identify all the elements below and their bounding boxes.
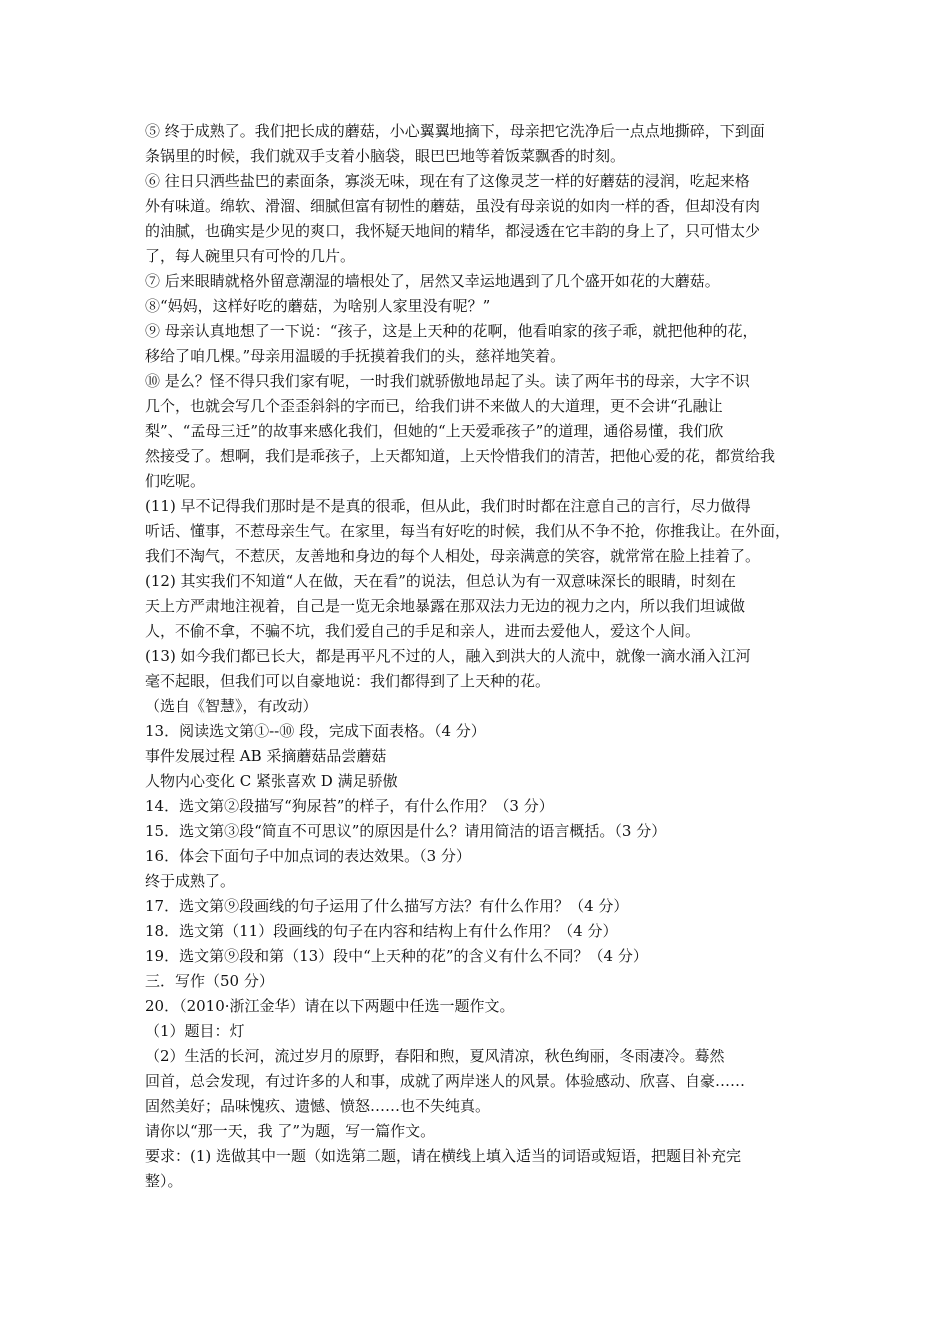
quoted-sentence: 终于成熟了。 [145, 872, 236, 890]
text-line: (12) 其实我们不知道“人在做，天在看”的说法，但总认为有一双意味深长的眼睛，时刻在 [145, 572, 736, 590]
question-14: 14．选文第②段描写“狗尿苔”的样子，有什么作用？（3 分） [145, 797, 554, 815]
table-row-events: 事件发展过程 AB 采摘蘑菇品尝蘑菇 [145, 747, 387, 765]
text-line: (13) 如今我们都已长大，都是再平凡不过的人，融入到洪大的人流中，就像一滴水涌入江河 [145, 647, 751, 665]
text-line: ⑥ 往日只洒些盐巴的素面条，寡淡无味，现在有了这像灵芝一样的好蘑菇的浸润，吃起来格 [145, 172, 750, 190]
text-line: 梨”、“孟母三迁”的故事来感化我们，但她的“上天爱乖孩子”的道理，通俗易懂，我们欣 [145, 422, 724, 440]
topic-1: （1）题目：灯 [145, 1022, 245, 1040]
text-line: ⑦ 后来眼睛就格外留意潮湿的墙根处了，居然又幸运地遇到了几个盛开如花的大蘑菇。 [145, 272, 720, 290]
question-17: 17．选文第⑨段画线的句子运用了什么描写方法？有什么作用？（4 分） [145, 897, 629, 915]
text-line: ⑧“妈妈，这样好吃的蘑菇，为啥别人家里没有呢？” [145, 297, 491, 315]
text-line: 人，不偷不拿，不骗不坑，我们爱自己的手足和亲人，进而去爱他人，爱这个人间。 [145, 622, 701, 640]
question-16: 16．体会下面句子中加点词的表达效果。（3 分） [145, 847, 471, 865]
requirements: 要求：(1) 选做其中一题（如选第二题，请在横线上填入适当的词语或短语，把题目补充完 [145, 1147, 742, 1165]
question-19: 19．选文第⑨段和第（13）段中“上天种的花”的含义有什么不同？（4 分） [145, 947, 648, 965]
question-18: 18．选文第（11）段画线的句子在内容和结构上有什么作用？（4 分） [145, 922, 618, 940]
text-line: 们吃呢。 [145, 472, 206, 490]
text-line: 外有味道。绵软、滑溜、细腻但富有韧性的蘑菇，虽没有母亲说的如肉一样的香，但却没有肉 [145, 197, 761, 215]
text-line: 的油腻，也确实是少见的爽口，我怀疑天地间的精华，都浸透在它丰韵的身上了，只可惜太少 [145, 222, 761, 240]
text-line: 请你以“那一天，我 了”为题，写一篇作文。 [145, 1122, 436, 1140]
text-line: (11) 早不记得我们那时是不是真的很乖，但从此，我们时时都在注意自己的言行，尽力做得 [145, 497, 751, 515]
question-13: 13．阅读选文第①--⑩ 段，完成下面表格。（4 分） [145, 722, 486, 740]
text-line: 了，每人碗里只有可怜的几片。 [145, 247, 356, 265]
document-body [145, 119, 810, 1194]
text-line: 条锅里的时候，我们就双手支着小脑袋，眼巴巴地等着饭菜飘香的时刻。 [145, 147, 626, 165]
text-line: 固然美好；品味愧疚、遗憾、愤怒……也不失纯真。 [145, 1097, 491, 1115]
text-line: 然接受了。想啊，我们是乖孩子，上天都知道，上天怜惜我们的清苦，把他心爱的花，都赏给我 [145, 447, 776, 465]
section-heading-writing: 三．写作（50 分） [145, 972, 274, 990]
text-line: 天上方严肃地注视着，自己是一览无余地暴露在那双法力无边的视力之内，所以我们坦诚做 [145, 597, 746, 615]
source-note: （选自《智慧》，有改动） [145, 697, 318, 715]
text-line: ⑨ 母亲认真地想了一下说：“孩子，这是上天种的花啊，他看咱家的孩子乖，就把他种的花， [145, 322, 758, 340]
text-line: 移给了咱几棵。”母亲用温暖的手抚摸着我们的头，慈祥地笑着。 [145, 347, 566, 365]
text-line: 整）。 [145, 1172, 183, 1190]
question-15: 15．选文第③段“简直不可思议”的原因是什么？请用简洁的语言概括。（3 分） [145, 822, 667, 840]
text-line: ⑤ 终于成熟了。我们把长成的蘑菇，小心翼翼地摘下，母亲把它洗净后一点点地撕碎，下到面 [145, 122, 765, 140]
text-line: 几个，也就会写几个歪歪斜斜的字而已，给我们讲不来做人的大道理，更不会讲“孔融让 [145, 397, 723, 415]
text-line: 听话、懂事，不惹母亲生气。在家里，每当有好吃的时候，我们从不争不抢，你推我让。在外面， [145, 522, 791, 540]
text-line: 毫不起眼，但我们可以自豪地说：我们都得到了上天种的花。 [145, 672, 551, 690]
text-line: 回首，总会发现，有过许多的人和事，成就了两岸迷人的风景。体验感动、欣喜、自豪…… [145, 1072, 746, 1090]
text-line: 我们不淘气，不惹厌，友善地和身边的每个人相处，母亲满意的笑容，就常常在脸上挂着了。 [145, 547, 761, 565]
question-20: 20．（2010·浙江金华）请在以下两题中任选一题作文。 [145, 997, 515, 1015]
table-row-feelings: 人物内心变化 C 紧张喜欢 D 满足骄傲 [145, 772, 398, 790]
text-line: ⑩ 是么？怪不得只我们家有呢，一时我们就骄傲地昂起了头。读了两年书的母亲，大字不识 [145, 372, 750, 390]
text-line: （2）生活的长河，流过岁月的原野，春阳和煦，夏风清凉，秋色绚丽，冬雨凄冷。蓦然 [145, 1047, 725, 1065]
